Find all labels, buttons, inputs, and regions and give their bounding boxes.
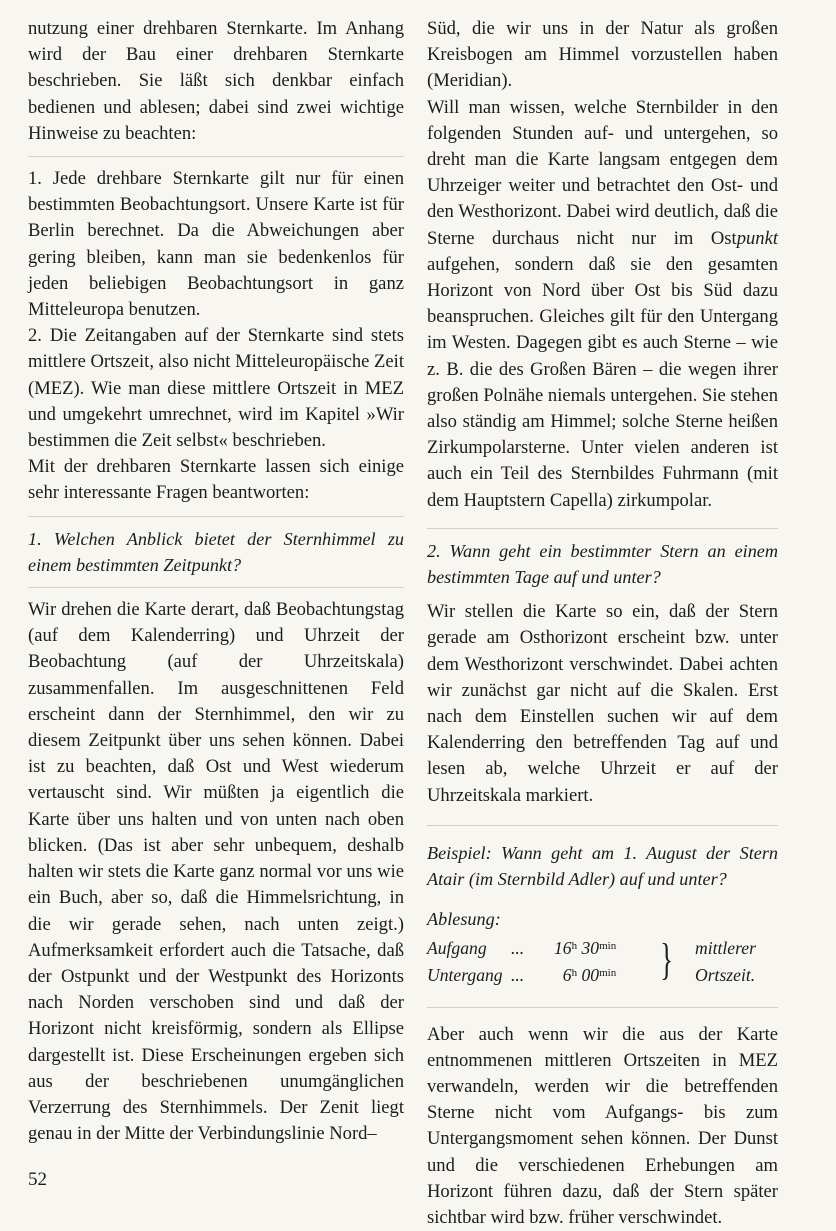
divider xyxy=(28,516,404,517)
divider xyxy=(427,825,778,826)
rise-time xyxy=(554,935,616,961)
divider xyxy=(427,1007,778,1008)
paragraph: nutzung einer drehbaren Sternkarte. Im Anhang wird der Bau einer drehbaren Sternkarte beschrieben. Sie läßt sich denkbar einfach bedienen und ablesen; dabei sind zwei wichtige Hinweise zu beachten: xyxy=(28,16,404,147)
divider xyxy=(28,587,404,588)
left-column xyxy=(28,16,404,1147)
paragraph: Mit der drehbaren Sternkarte lassen sich einige sehr interessante Fragen beantworten: xyxy=(28,454,404,506)
brace-glyph: } xyxy=(660,936,673,984)
paragraph xyxy=(427,95,778,514)
set-dots: ... xyxy=(511,962,524,988)
paragraph: Wir stellen die Karte so ein, daß der Stern gerade am Osthorizont erscheint bzw. unter dem Westhorizont verschwindet. Dabei achten wir zunächst gar nicht auf die Skalen. Erst nach dem Einstellen suchen wir auf dem Kalenderring den betreffenden Tag auf und lesen ab, welche Uhrzeit er auf der Uhrzeitskala markiert. xyxy=(427,599,778,809)
reading-table xyxy=(427,935,778,993)
set-minutes: 00 xyxy=(582,965,600,985)
example-heading: Beispiel: Wann geht am 1. August der Stern Atair (im Sternbild Adler) auf und unter? xyxy=(427,840,778,892)
paragraph: Wir drehen die Karte derart, daß Beobachtungstag (auf dem Kalenderring) und Uhrzeit der Beobachtung (auf der Uhrzeitskala) zusammenfallen. Im ausgeschnittenen Feld erscheint dann der Sternhimmel, den wir zu diesem Zeitpunkt über uns sehen können. Dabei ist zu beachten, daß Ost und West wiederum vertauscht sind. Wir müßten ja eigentlich die Karte über uns halten und von unten nach oben blicken. (Das ist aber sehr unbequem, deshalb halten wir stets die Karte ganz normal vor uns wie ein Buch, aber so, daß die Himmelsrichtung, in die wir gerade sehen, nach unten zeigt.) Aufmerksamkeit erfordert auch die Tatsache, daß der Ostpunkt und der Westpunkt des Horizonts nach Norden verschoben sind und daß der Horizont nicht kreisförmig, sondern als Ellipse dargestellt ist. Diese Erscheinungen ergeben sich aus der beschriebenen unumgänglichen Verzerrung des Sternhimmels. Der Zenit liegt genau in der Mitte der Verbindungslinie Nord– xyxy=(28,597,404,1147)
note-line-1: mittlerer xyxy=(695,935,756,961)
rise-minutes: 30 xyxy=(582,938,600,958)
emphasis: punkt xyxy=(737,228,778,249)
paragraph: Süd, die wir uns in der Natur als großen Kreisbogen am Himmel vorzustellen haben (Meridian). xyxy=(427,16,778,95)
reading-label: Ablesung: xyxy=(427,906,778,932)
rise-hours: 16 xyxy=(554,938,572,958)
paragraph: 1. Jede drehbare Sternkarte gilt nur für einen bestimmten Beobachtungsort. Unsere Karte ist für Berlin berechnet. Da die Abweichungen aber gering bleiben, kann man sie bedenkenlos für jeden beliebigen Beobachtungsort in ganz Mitteleuropa benutzen. xyxy=(28,166,404,323)
rise-label: Aufgang xyxy=(427,935,487,961)
set-time xyxy=(554,962,616,988)
question-heading: 1. Welchen Anblick bietet der Sternhimmel zu einem bestimmten Zeitpunkt? xyxy=(28,526,404,578)
hour-unit: h xyxy=(572,940,578,952)
page-number: 52 xyxy=(28,1169,47,1191)
right-column xyxy=(427,16,778,1231)
text-run: aufgehen, sondern daß sie den gesamten Horizont von Nord über Ost bis Süd dazu beanspruchen. Gleiches gilt für den Untergang im Westen. Dagegen gibt es auch Sterne – wie z. B. die des Großen Bären – die wegen ihrer großen Polnähe niemals untergehen. Sie stehen also ständig am Himmel; solche Sterne heißen Zirkumpolarsterne. Unter vielen anderen ist auch ein Teil des Sternbildes Fuhrmann (mit dem Hauptstern Capella) zirkumpolar. xyxy=(427,254,778,511)
note-line-2: Ortszeit. xyxy=(695,962,755,988)
set-hours: 6 xyxy=(563,965,572,985)
set-label: Untergang xyxy=(427,962,503,988)
paragraph: 2. Die Zeitangaben auf der Sternkarte sind stets mittlere Ortszeit, also nicht Mitteleuropäische Zeit (MEZ). Wie man diese mittlere Ortszeit in MEZ und umgekehrt umrechnet, wird im Kapitel »Wir bestimmen die Zeit selbst« beschrieben. xyxy=(28,323,404,454)
rise-dots: ... xyxy=(511,935,524,961)
paragraph: Aber auch wenn wir die aus der Karte entnommenen mittleren Ortszeiten in MEZ verwandeln, werden wir die betreffenden Sterne nicht vom Aufgangs- bis zum Untergangsmoment sehen können. Der Dunst und die verschiedenen Erhebungen am Horizont führen dazu, daß der Stern später sichtbar wird bzw. früher verschwindet. xyxy=(427,1022,778,1231)
minute-unit: min xyxy=(599,940,616,952)
hour-unit: h xyxy=(572,967,578,979)
divider xyxy=(28,156,404,157)
divider xyxy=(427,528,778,529)
question-heading: 2. Wann geht ein bestimmter Stern an einem bestimmten Tage auf und unter? xyxy=(427,538,778,590)
minute-unit: min xyxy=(599,967,616,979)
text-run: Will man wissen, welche Sternbilder in den folgenden Stunden auf- und untergehen, so dreht man die Karte langsam entgegen dem Uhrzeiger weiter und betrachtet den Ost- und den Westhorizont. Dabei wird deutlich, daß die Sterne durchaus nicht nur im Ost xyxy=(427,97,778,249)
